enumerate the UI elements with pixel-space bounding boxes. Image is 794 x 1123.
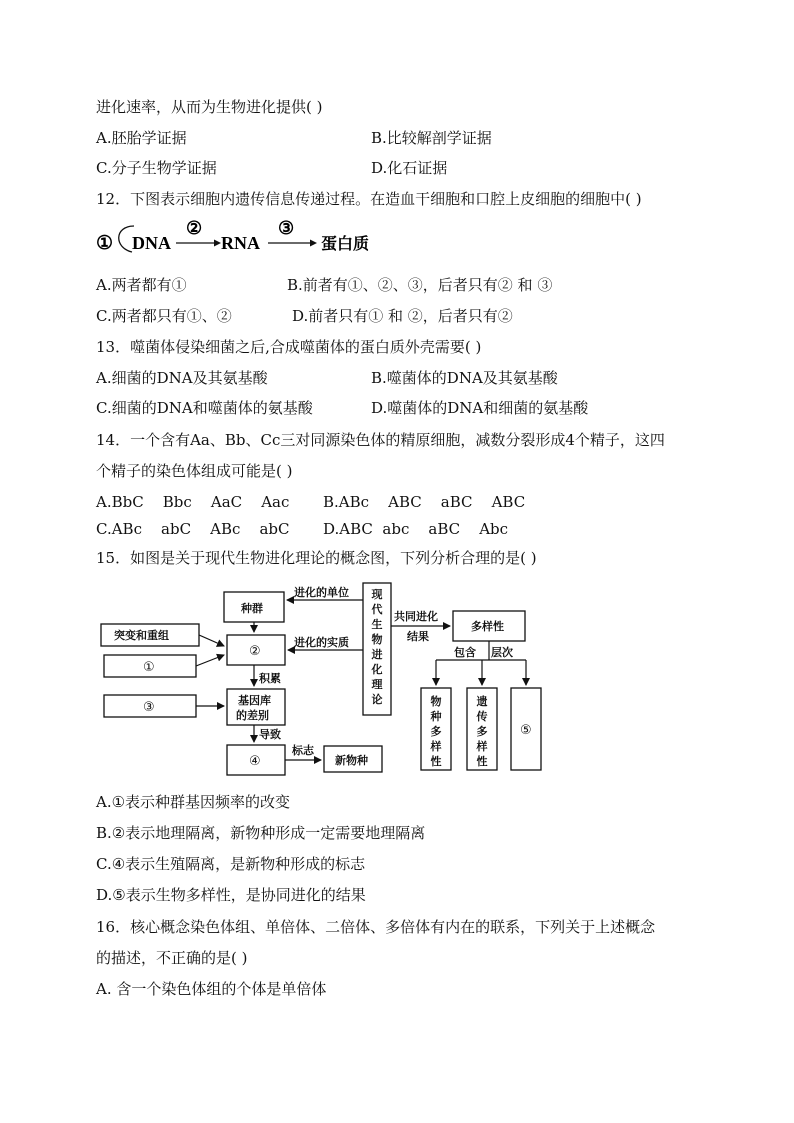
mutation-label: 突变和重组 (114, 629, 169, 642)
q11-stem-tail: 进化速率，从而为生物进化提供( ) (96, 98, 323, 116)
q16-stem-line2: 的描述，不正确的是( ) (96, 949, 248, 967)
q12-option-b: B.前者有①、②、③，后者只有② 和 ③ (287, 276, 553, 294)
q11-option-b: B.比较解剖学证据 (371, 129, 492, 147)
svg-text:化: 化 (371, 663, 383, 676)
q14-option-b: B.ABc ABC aBC ABC (323, 493, 526, 511)
q13-option-d: D.噬菌体的DNA和细菌的氨基酸 (371, 399, 589, 417)
essence-label: 进化的实质 (294, 636, 349, 649)
q14-option-a: A.BbC Bbc AaC Aac (96, 493, 290, 511)
q12-option-a: A.两者都有① (96, 276, 187, 294)
q14-option-c: C.ABc abC ABc abC (96, 520, 290, 538)
svg-text:样: 样 (430, 740, 442, 753)
result-label: 结果 (407, 630, 429, 643)
q11-option-d: D.化石证据 (371, 159, 448, 177)
levels-label: 层次 (491, 646, 513, 659)
svg-text:进: 进 (371, 648, 383, 661)
q15-option-b: B.②表示地理隔离，新物种形成一定需要地理隔离 (96, 824, 426, 842)
q13-stem: 13．噬菌体侵染细菌之后,合成噬菌体的蛋白质外壳需要( ) (96, 338, 482, 356)
genetic-diversity-vertical-text (476, 694, 488, 768)
include-label: 包含 (454, 646, 476, 659)
protein-label: 蛋白质 (321, 236, 370, 253)
svg-text:传: 传 (476, 710, 488, 723)
q13-option-c: C.细菌的DNA和噬菌体的氨基酸 (96, 399, 313, 417)
new-species-label: 新物种 (335, 754, 368, 767)
q13-option-a: A.细菌的DNA及其氨基酸 (96, 369, 268, 387)
q12-option-d: D.前者只有① 和 ②，后者只有② (292, 307, 513, 325)
svg-text:代: 代 (371, 603, 383, 616)
q11-option-a: A.胚胎学证据 (96, 129, 187, 147)
q11-option-c: C.分子生物学证据 (96, 159, 217, 177)
process-1-label: ① (96, 233, 114, 254)
svg-text:种: 种 (430, 710, 442, 723)
q16-option-a: A. 含一个染色体组的个体是单倍体 (96, 980, 327, 998)
svg-text:物: 物 (430, 695, 442, 708)
q16-stem-line1: 16．核心概念染色体组、单倍体、二倍体、多倍体有内在的联系，下列关于上述概念 (96, 918, 656, 936)
unit-label: 进化的单位 (294, 586, 349, 599)
process-2-label: ② (186, 218, 203, 238)
q14-stem-line2: 个精子的染色体组成可能是( ) (96, 462, 293, 480)
theory-vertical-text (371, 587, 384, 706)
q13-option-b: B.噬菌体的DNA及其氨基酸 (371, 369, 558, 387)
svg-text:物: 物 (371, 633, 383, 646)
svg-text:样: 样 (476, 740, 488, 753)
circle2-label: ② (249, 644, 261, 659)
q14-option-d: D.ABC abc aBC Abc (323, 520, 509, 538)
circle3-label: ③ (143, 700, 155, 715)
svg-text:论: 论 (371, 693, 383, 706)
dna-label: DNA (132, 233, 171, 253)
process-3-label: ③ (278, 218, 295, 238)
accumulate-label: 积累 (259, 672, 281, 685)
circle4-label: ④ (249, 754, 261, 769)
svg-text:多: 多 (476, 725, 488, 738)
q15-stem: 15．如图是关于现代生物进化理论的概念图，下列分析合理的是( ) (96, 549, 537, 567)
lead-label: 导致 (259, 728, 281, 741)
svg-text:遗: 遗 (476, 695, 488, 708)
circle5-label: ⑤ (520, 723, 532, 738)
gene-pool-label-2: 的差别 (236, 709, 269, 722)
q15-option-c: C.④表示生殖隔离，是新物种形成的标志 (96, 855, 366, 873)
q15-option-a: A.①表示种群基因频率的改变 (96, 793, 291, 811)
rna-label: RNA (221, 233, 260, 253)
svg-text:性: 性 (476, 755, 488, 768)
diversity-label: 多样性 (471, 620, 504, 633)
svg-text:性: 性 (430, 755, 442, 768)
population-label: 种群 (241, 602, 263, 615)
circle1-label: ① (143, 660, 155, 675)
coevolution-label: 共同进化 (394, 610, 438, 623)
evolution-concept-map (96, 578, 556, 778)
q15-option-d: D.⑤表示生物多样性，是协同进化的结果 (96, 886, 366, 904)
svg-text:理: 理 (371, 678, 383, 691)
gene-pool-label-1: 基因库 (238, 694, 271, 707)
species-diversity-vertical-text (430, 694, 442, 768)
svg-text:生: 生 (371, 618, 383, 631)
central-dogma-diagram (96, 218, 396, 258)
sign-label: 标志 (292, 744, 314, 757)
svg-text:多: 多 (430, 725, 442, 738)
q14-stem-line1: 14．一个含有Aa、Bb、Cc三对同源染色体的精原细胞，减数分裂形成4个精子，这四 (96, 431, 665, 449)
svg-text:现: 现 (371, 588, 383, 601)
q12-option-c: C.两者都只有①、② (96, 307, 232, 325)
q12-stem: 12．下图表示细胞内遗传信息传递过程。在造血干细胞和口腔上皮细胞的细胞中( ) (96, 190, 642, 208)
